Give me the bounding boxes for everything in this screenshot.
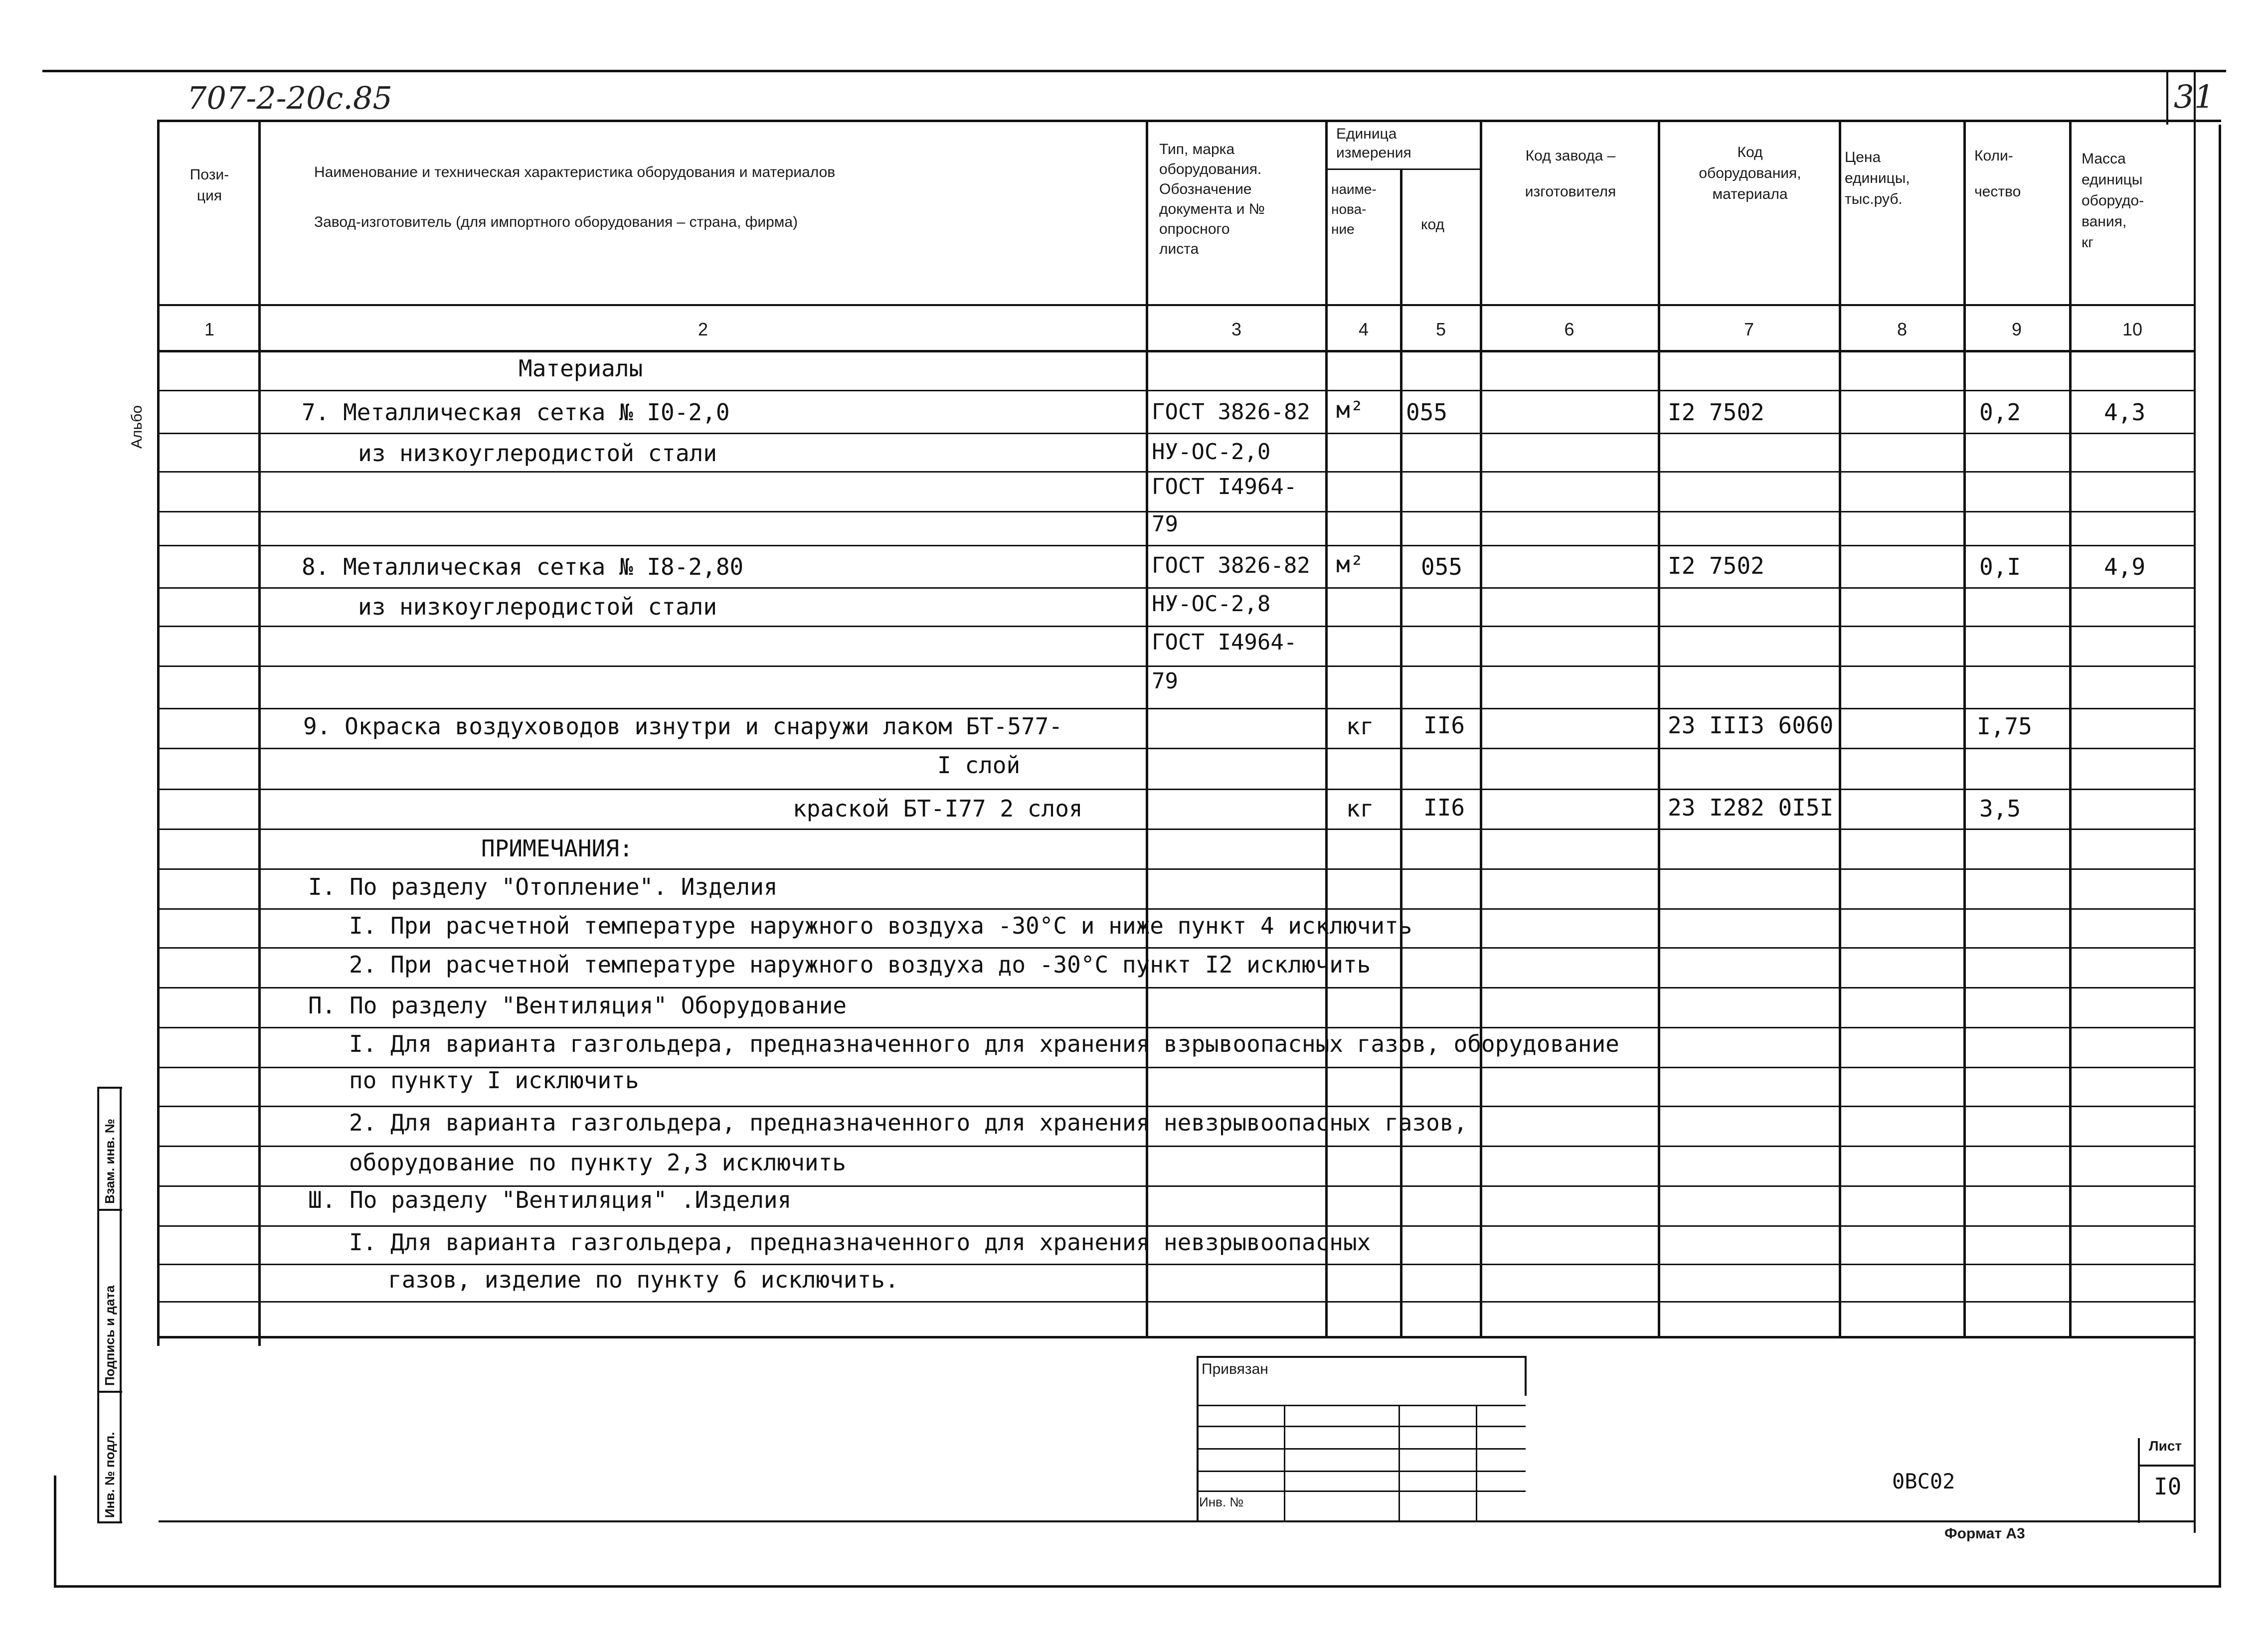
inv-original-label: Инв. № подл. <box>102 1432 117 1518</box>
row-line <box>159 587 2195 589</box>
stamp-left <box>1197 1356 1199 1520</box>
item8-mass: 4,9 <box>2104 553 2146 580</box>
table-col2-border <box>1146 120 1148 1336</box>
note-line: П. По разделу "Вентиляция" Оборудование <box>308 992 847 1019</box>
note-line: 2. При расчетной температуре наружного воздуха до -30°С пункт I2 исключить <box>349 951 1371 978</box>
page-number: 31 <box>2174 79 2215 116</box>
item9-unit: кг <box>1346 713 1374 740</box>
row-line <box>159 545 2195 546</box>
item8-quantity: 0,I <box>1979 553 2021 580</box>
item9-code: II6 <box>1423 712 1465 739</box>
stamp-col <box>1476 1405 1477 1520</box>
table-col7-border <box>1839 120 1841 1336</box>
item7-type2: НУ-ОС-2,0 <box>1152 439 1271 465</box>
note-line: I. Для варианта газгольдера, предназначенного для хранения невзрывоопасных <box>349 1229 1371 1256</box>
table-col5-border <box>1480 120 1482 1336</box>
stamp-top <box>1197 1356 1526 1358</box>
table-col6-border <box>1658 120 1660 1336</box>
stamp-col <box>1398 1405 1400 1520</box>
header-unit-code: код <box>1421 216 1444 233</box>
row-line <box>159 1225 2195 1227</box>
row-line <box>159 708 2195 709</box>
item9-name: 9. Окраска воздуховодов изнутри и снаружи лаком БТ-577- <box>303 713 1063 740</box>
header-unit: Единица измерения <box>1336 126 1411 161</box>
item8-type1: ГОСТ 3826-82 <box>1152 553 1310 578</box>
row-line <box>159 1264 2195 1265</box>
stamp-col <box>1284 1405 1285 1520</box>
drawing-code: 0ВС02 <box>1892 1469 1955 1493</box>
margin-box-top <box>97 1087 122 1089</box>
row-line <box>159 1027 2195 1028</box>
row-line <box>159 748 2195 749</box>
row-line <box>159 665 2195 667</box>
header-material-code: Код оборудования, материала <box>1699 144 1801 202</box>
colnum-bottom-line <box>159 350 2195 352</box>
col-number: 7 <box>1744 319 1754 339</box>
item9b-quantity: 3,5 <box>1979 795 2021 822</box>
format-label: Формат А3 <box>1944 1525 2025 1542</box>
item7-mass: 4,3 <box>2104 399 2146 426</box>
row-line <box>159 1301 2195 1303</box>
document-code: 707-2-20с.85 <box>187 80 392 116</box>
note-line: I. По разделу "Отопление". Изделия <box>308 873 778 900</box>
note-line: Ш. По разделу "Вентиляция" .Изделия <box>308 1186 792 1213</box>
row-line <box>159 789 2195 790</box>
item9-quantity: I,75 <box>1977 713 2032 740</box>
sign-date-label: Подпись и дата <box>102 1285 117 1386</box>
margin-box-div <box>97 1209 122 1211</box>
row-line <box>159 471 2195 473</box>
row-line <box>159 908 2195 910</box>
col-number: 2 <box>698 319 708 339</box>
item9b-code: II6 <box>1423 794 1465 821</box>
item9-name2: I слой <box>937 752 1021 779</box>
item9b-unit: кг <box>1346 795 1374 822</box>
title-block-top <box>159 1520 2195 1522</box>
unit-subheader-line <box>1326 168 1481 170</box>
margin-box-bottom <box>97 1521 122 1523</box>
item9b-material-code: 23 I282 0I5I <box>1668 794 1834 821</box>
table-col9-border <box>2069 120 2072 1336</box>
outer-frame-right <box>2219 125 2221 1588</box>
col-number: 8 <box>1897 319 1908 339</box>
outer-frame-left <box>54 1476 56 1588</box>
col-number: 4 <box>1358 319 1369 339</box>
row-line <box>159 947 2195 949</box>
header-bottom-line <box>159 304 2195 306</box>
page-box-right <box>2194 70 2196 1533</box>
table-col4-border <box>1400 169 1402 1336</box>
item8-type4: 79 <box>1152 668 1178 694</box>
row-line <box>159 390 2195 391</box>
margin-box-left <box>97 1087 99 1523</box>
outer-frame-bottom <box>55 1585 2221 1588</box>
col-number: 10 <box>2122 319 2143 339</box>
margin-box-mid <box>120 1087 122 1523</box>
item9b-name: краской БТ-I77 2 слоя <box>793 795 1083 822</box>
item8-material-code: I2 7502 <box>1668 552 1764 579</box>
row-line <box>159 987 2195 989</box>
note-line: по пункту I исключить <box>349 1067 639 1094</box>
note-line: 2. Для варианта газгольдера, предназначенного для хранения невзрывоопасных газов, <box>349 1109 1468 1136</box>
sheet-box-mid <box>2139 1465 2195 1467</box>
item8-name2: из низкоуглеродистой стали <box>358 593 717 620</box>
item8-unit: м² <box>1336 551 1364 578</box>
table-col1-border <box>258 120 261 1346</box>
linked-label: Привязан <box>1202 1361 1268 1377</box>
item8-code: 055 <box>1421 553 1463 580</box>
table-left-border <box>157 120 160 1346</box>
note-line: газов, изделие по пункту 6 исключить. <box>388 1266 899 1293</box>
row-line <box>159 1146 2195 1147</box>
inventory-label: Инв. № <box>1199 1494 1244 1509</box>
item7-type4: 79 <box>1152 511 1178 537</box>
row-line <box>159 626 2195 627</box>
header-unit-name: наиме- нова- ние <box>1331 181 1377 237</box>
row-line <box>159 1106 2195 1107</box>
item7-name: 7. Металлическая сетка № I0-2,0 <box>302 399 730 426</box>
col-number: 1 <box>204 319 215 339</box>
item7-code: 055 <box>1406 399 1448 426</box>
section-title: Материалы <box>519 355 643 382</box>
item7-type1: ГОСТ 3826-82 <box>1152 399 1310 425</box>
item9-material-code: 23 III3 6060 <box>1668 712 1834 739</box>
col-number: 6 <box>1564 319 1574 339</box>
note-line: оборудование по пункту 2,3 исключить <box>349 1149 846 1176</box>
row-line <box>159 828 2195 830</box>
note-line: I. Для варианта газгольдера, предназначенного для хранения взрывоопасных газов, оборудование <box>349 1030 1619 1057</box>
item7-quantity: 0,2 <box>1979 399 2021 426</box>
item7-type3: ГОСТ I4964- <box>1152 474 1297 499</box>
header-quantity: Коли- чество <box>1974 148 2021 200</box>
header-manufacturer-code: Код завода – изготовителя <box>1525 148 1616 200</box>
header-name-line2: Завод-изготовитель (для импортного оборудования – страна, фирма) <box>314 214 798 230</box>
page-box-left <box>2166 70 2168 125</box>
row-line <box>159 868 2195 870</box>
header-name-line1: Наименование и техническая характеристика оборудования и материалов <box>314 164 836 180</box>
table-top-border <box>157 120 2221 122</box>
row-line <box>159 433 2195 434</box>
side-label: Альбо <box>129 405 145 449</box>
header-price: Цена единицы, тыс.руб. <box>1845 149 1910 207</box>
col-number: 9 <box>2011 319 2022 339</box>
sheet-box-left <box>2138 1438 2140 1523</box>
col-number: 5 <box>1435 319 1446 339</box>
item7-material-code: I2 7502 <box>1668 399 1764 426</box>
sheet-label: Лист <box>2149 1438 2182 1454</box>
item7-unit: м² <box>1336 396 1364 423</box>
item8-name: 8. Металлическая сетка № I8-2,80 <box>302 553 744 580</box>
header-type: Тип, марка оборудования. Обозначение документа и № опросного листа <box>1159 141 1265 257</box>
notes-title: ПРИМЕЧАНИЯ: <box>481 835 633 862</box>
sheet-number: I0 <box>2154 1473 2182 1500</box>
header-position: Пози- ция <box>189 166 229 204</box>
outer-frame-top <box>42 70 2226 72</box>
margin-box-div <box>97 1391 122 1393</box>
stamp-right <box>1525 1356 1527 1396</box>
inv-replace-label: Взам. инв. № <box>102 1119 117 1204</box>
header-mass: Масса единицы оборудо- вания, кг <box>2082 151 2144 251</box>
table-col8-border <box>1963 120 1966 1336</box>
item7-name2: из низкоуглеродистой стали <box>358 440 717 467</box>
col-number: 3 <box>1231 319 1242 339</box>
table-col3-border <box>1325 120 1328 1336</box>
note-line: I. При расчетной температуре наружного воздуха -30°С и ниже пункт 4 исключить <box>349 912 1412 939</box>
table-bottom-line <box>159 1336 2195 1338</box>
item8-type2: НУ-ОС-2,8 <box>1152 591 1271 617</box>
item8-type3: ГОСТ I4964- <box>1152 630 1297 655</box>
